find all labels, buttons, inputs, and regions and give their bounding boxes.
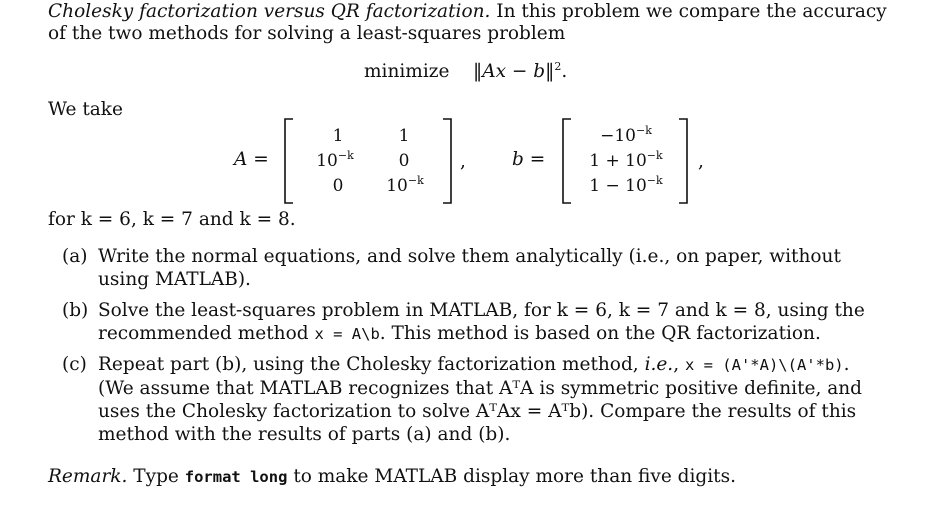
part-c-line-4: method with the results of parts (a) and (b). [98,424,511,445]
remark-label: Remark. [48,466,128,487]
part-c-label: (c) [62,354,87,375]
part-b-label: (b) [62,300,89,321]
matrix-a-cell-r1c2: 1 [398,126,410,146]
matrix-a-label: A = [234,149,269,170]
part-c-line-2: (We assume that MATLAB recognizes that AᵀA is symmetric positive definite, and [98,378,863,399]
part-b-line-2 [98,322,821,346]
we-take: We take [48,99,123,120]
vector-b-entry-1: $-10^{-k}$ [600,124,652,146]
vector-b-comma: , [698,151,704,172]
matrix-a-cell-r2c1: $10^{-k}$ [316,149,354,171]
vector-b-label: b = [512,149,546,170]
remark [48,465,736,489]
part-c-ie: i.e. [644,354,674,375]
part-c-code: x = (A'*A)\(A'*b) [684,356,844,374]
objective-word: minimize [364,61,450,82]
remark-post: to make MATLAB display more than five digits. [293,466,736,487]
objective [364,60,567,84]
part-a-line-2: using MATLAB). [98,269,251,290]
intro-text-1: In this problem we compare the accuracy [496,1,887,22]
matrix-a-right-bracket [440,118,454,204]
part-b-text: recommended method [98,323,309,344]
part-c-line-3: uses the Cholesky factorization to solve AᵀAx = Aᵀb). Compare the results of this [98,401,857,422]
part-c-line-1: Repeat part (b), using the Cholesky factorization method, i.e., x = (A'*A)\(A'*b). [98,354,850,375]
matrix-a-left-bracket [282,118,296,204]
part-a-label: (a) [62,246,88,267]
remark-pre: Type [133,466,179,487]
matrix-a-comma: , [460,151,466,172]
vector-b-right-bracket [676,118,690,204]
intro-line-1 [48,0,887,24]
intro-line-2: of the two methods for solving a least-squares problem [48,23,566,44]
matrix-a-cell-r2c2: 0 [398,151,410,171]
part-b-code: x = A\b [314,325,380,343]
part-a-line-1: Write the normal equations, and solve them analytically (i.e., on paper, without [98,246,841,267]
objective-period: . [561,61,568,82]
part-b-text-post: . This method is based on the QR factorization. [379,323,821,344]
for-k-line: for k = 6, k = 7 and k = 8. [48,209,296,230]
vector-b-entry-3: $1 - 10^{-k}$ [589,174,663,196]
matrix-a-cell-r3c2: $10^{-k}$ [386,174,424,196]
vector-b-entry-2: $1 + 10^{-k}$ [589,149,663,171]
part-c-text: Repeat part (b), using the Cholesky factorization method, [98,354,639,375]
objective-exponent: 2 [554,60,562,73]
remark-code: format long [184,468,288,486]
matrix-a-cell-r1c1: 1 [332,126,344,146]
objective-expr: ‖Ax − b‖ [472,61,555,82]
vector-b-left-bracket [560,118,574,204]
part-b-line-1: Solve the least-squares problem in MATLAB, for k = 6, k = 7 and k = 8, using the [98,300,865,321]
matrix-a-cell-r3c1: 0 [332,176,344,196]
problem-title: Cholesky factorization versus QR factorization. [48,1,491,22]
